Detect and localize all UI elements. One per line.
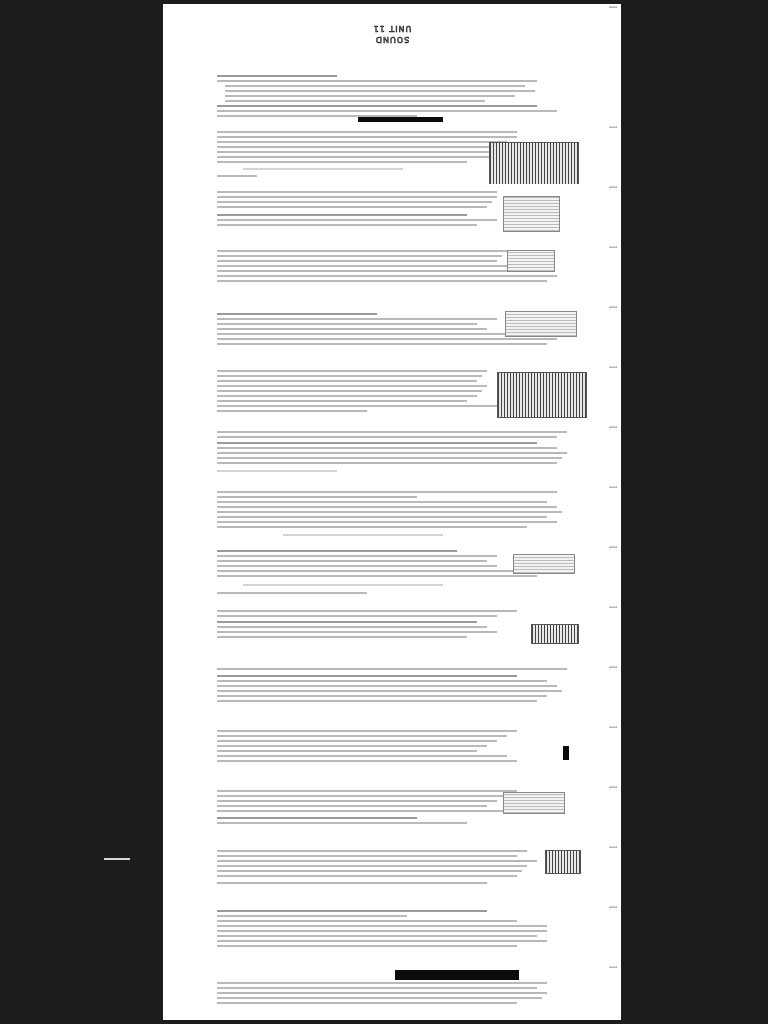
text-line [283, 534, 443, 536]
page-6 [163, 304, 621, 365]
page-13 [163, 724, 621, 785]
text-line [225, 100, 485, 102]
text-line [217, 452, 567, 454]
text-line [217, 855, 517, 857]
text-line [217, 280, 547, 282]
figure-image [563, 746, 569, 760]
unit-title: UNIT 11 [372, 24, 412, 33]
text-line [217, 521, 557, 523]
text-line [217, 80, 537, 82]
text-line [217, 496, 417, 498]
text-line [217, 400, 467, 402]
text-line [217, 700, 537, 702]
text-line [217, 790, 517, 792]
page-2 [163, 64, 621, 125]
text-line [217, 333, 517, 335]
text-line [225, 90, 535, 92]
figure-image [489, 142, 579, 185]
text-line [217, 910, 487, 912]
text-line [217, 621, 477, 623]
text-line [217, 318, 497, 320]
text-line [217, 338, 557, 340]
text-line [217, 511, 562, 513]
text-line [217, 516, 547, 518]
text-line [217, 982, 547, 984]
page-title-slide [163, 4, 621, 65]
text-line [217, 810, 507, 812]
text-line [217, 175, 257, 177]
text-line [217, 760, 517, 762]
text-line [217, 565, 497, 567]
text-line [217, 920, 517, 922]
text-line [217, 860, 537, 862]
page-17 [163, 964, 621, 1020]
text-line [225, 85, 525, 87]
page-number-marker: ▪▪▪▪ [608, 905, 617, 909]
figure-image [395, 970, 519, 980]
diagram-line [243, 168, 403, 170]
page-number-marker: ▪▪▪▪ [608, 725, 617, 729]
text-line [217, 313, 377, 315]
text-line [217, 680, 547, 682]
page-14 [163, 784, 621, 845]
text-line [225, 95, 515, 97]
text-line [217, 75, 337, 77]
text-line [217, 817, 417, 819]
page-4 [163, 184, 621, 245]
text-line [217, 270, 517, 272]
page-12 [163, 664, 621, 725]
page-number-marker: ▪▪▪▪ [608, 665, 617, 669]
text-line [217, 457, 562, 459]
text-line [217, 695, 547, 697]
text-line [217, 436, 557, 438]
text-line [217, 690, 562, 692]
text-line [217, 265, 507, 267]
text-line [217, 745, 487, 747]
text-line [217, 390, 482, 392]
text-line [217, 105, 537, 107]
text-line [217, 755, 507, 757]
text-line [217, 865, 527, 867]
page-16 [163, 904, 621, 965]
text-line [217, 730, 517, 732]
text-line [217, 631, 497, 633]
text-line [217, 875, 517, 877]
text-line [217, 110, 557, 112]
text-line [217, 550, 457, 552]
figure-image [513, 554, 575, 574]
text-line [217, 328, 487, 330]
text-line [217, 191, 497, 193]
text-line [217, 260, 497, 262]
text-line [217, 575, 537, 577]
text-line [217, 668, 567, 670]
text-line [217, 201, 492, 203]
text-line [217, 395, 477, 397]
text-line [217, 992, 547, 994]
text-line [217, 370, 487, 372]
figure-image [507, 250, 555, 272]
text-line [217, 431, 567, 433]
text-line [217, 592, 367, 594]
page-number-marker: ▪▪▪▪ [608, 305, 617, 309]
page-3 [163, 124, 621, 185]
text-line [217, 940, 547, 942]
text-line [217, 610, 517, 612]
page-11 [163, 604, 621, 665]
text-line [217, 626, 487, 628]
text-line [217, 491, 557, 493]
text-line [217, 255, 502, 257]
text-line [217, 161, 467, 163]
text-line [217, 214, 467, 216]
text-line [217, 987, 537, 989]
page-number-marker: ▪▪▪▪ [608, 485, 617, 489]
text-line [217, 740, 497, 742]
page-15 [163, 844, 621, 905]
text-line [217, 501, 547, 503]
text-line [217, 555, 497, 557]
text-line [217, 685, 557, 687]
text-line [217, 560, 487, 562]
text-line [217, 380, 477, 382]
text-line [217, 250, 507, 252]
text-line [217, 750, 477, 752]
page-9 [163, 484, 621, 545]
page-number-marker: ▪▪▪▪ [608, 5, 617, 9]
unit-subtitle: SOUND [374, 35, 410, 44]
text-line [217, 156, 507, 158]
text-line [217, 462, 557, 464]
text-line [217, 615, 497, 617]
text-line [217, 151, 497, 153]
page-number-marker: ▪▪▪▪ [608, 785, 617, 789]
text-line [217, 442, 537, 444]
figure-image [503, 792, 565, 814]
text-line [217, 323, 477, 325]
text-line [217, 570, 517, 572]
text-line [243, 584, 443, 586]
text-line [217, 526, 527, 528]
text-line [217, 675, 517, 677]
text-line [217, 870, 522, 872]
text-line [217, 636, 467, 638]
text-line [217, 506, 557, 508]
text-line [217, 224, 477, 226]
text-line [217, 930, 547, 932]
page-number-marker: ▪▪▪▪ [608, 425, 617, 429]
text-line [217, 136, 517, 138]
page-strip [163, 4, 621, 1020]
text-line [217, 343, 547, 345]
text-line [217, 805, 487, 807]
page-number-marker: ▪▪▪▪ [608, 545, 617, 549]
text-line [217, 146, 522, 148]
page-number-marker: ▪▪▪▪ [608, 965, 617, 969]
page-number-marker: ▪▪▪▪ [608, 365, 617, 369]
text-line [217, 196, 497, 198]
page-number-marker: ▪▪▪▪ [608, 185, 617, 189]
text-line [217, 275, 557, 277]
text-line [217, 795, 507, 797]
page-number-marker: ▪▪▪▪ [608, 605, 617, 609]
text-line [217, 131, 517, 133]
page-number-marker: ▪▪▪▪ [608, 245, 617, 249]
text-line [217, 447, 557, 449]
text-line [217, 997, 542, 999]
text-line [217, 850, 527, 852]
figure-image [358, 117, 443, 122]
text-line [217, 822, 467, 824]
text-line [217, 935, 537, 937]
page-7 [163, 364, 621, 425]
text-line [217, 925, 547, 927]
figure-image [497, 372, 587, 418]
figure-image [545, 850, 581, 874]
figure-image [531, 624, 579, 644]
text-line [217, 800, 497, 802]
text-line [217, 1002, 517, 1004]
page-number-marker: ▪▪▪▪ [608, 845, 617, 849]
text-line [217, 945, 517, 947]
text-line [217, 141, 507, 143]
text-line [217, 219, 497, 221]
text-line [217, 206, 487, 208]
text-line [217, 385, 487, 387]
margin-marker [104, 858, 130, 860]
page-5 [163, 244, 621, 305]
figure-image [505, 311, 577, 337]
page-8 [163, 424, 621, 485]
text-line [217, 915, 407, 917]
page-10 [163, 544, 621, 605]
text-line [217, 735, 507, 737]
page-number-marker: ▪▪▪▪ [608, 125, 617, 129]
text-line [217, 470, 337, 472]
figure-image [503, 196, 560, 232]
text-line [217, 882, 487, 884]
text-line [217, 375, 482, 377]
text-line [217, 410, 367, 412]
